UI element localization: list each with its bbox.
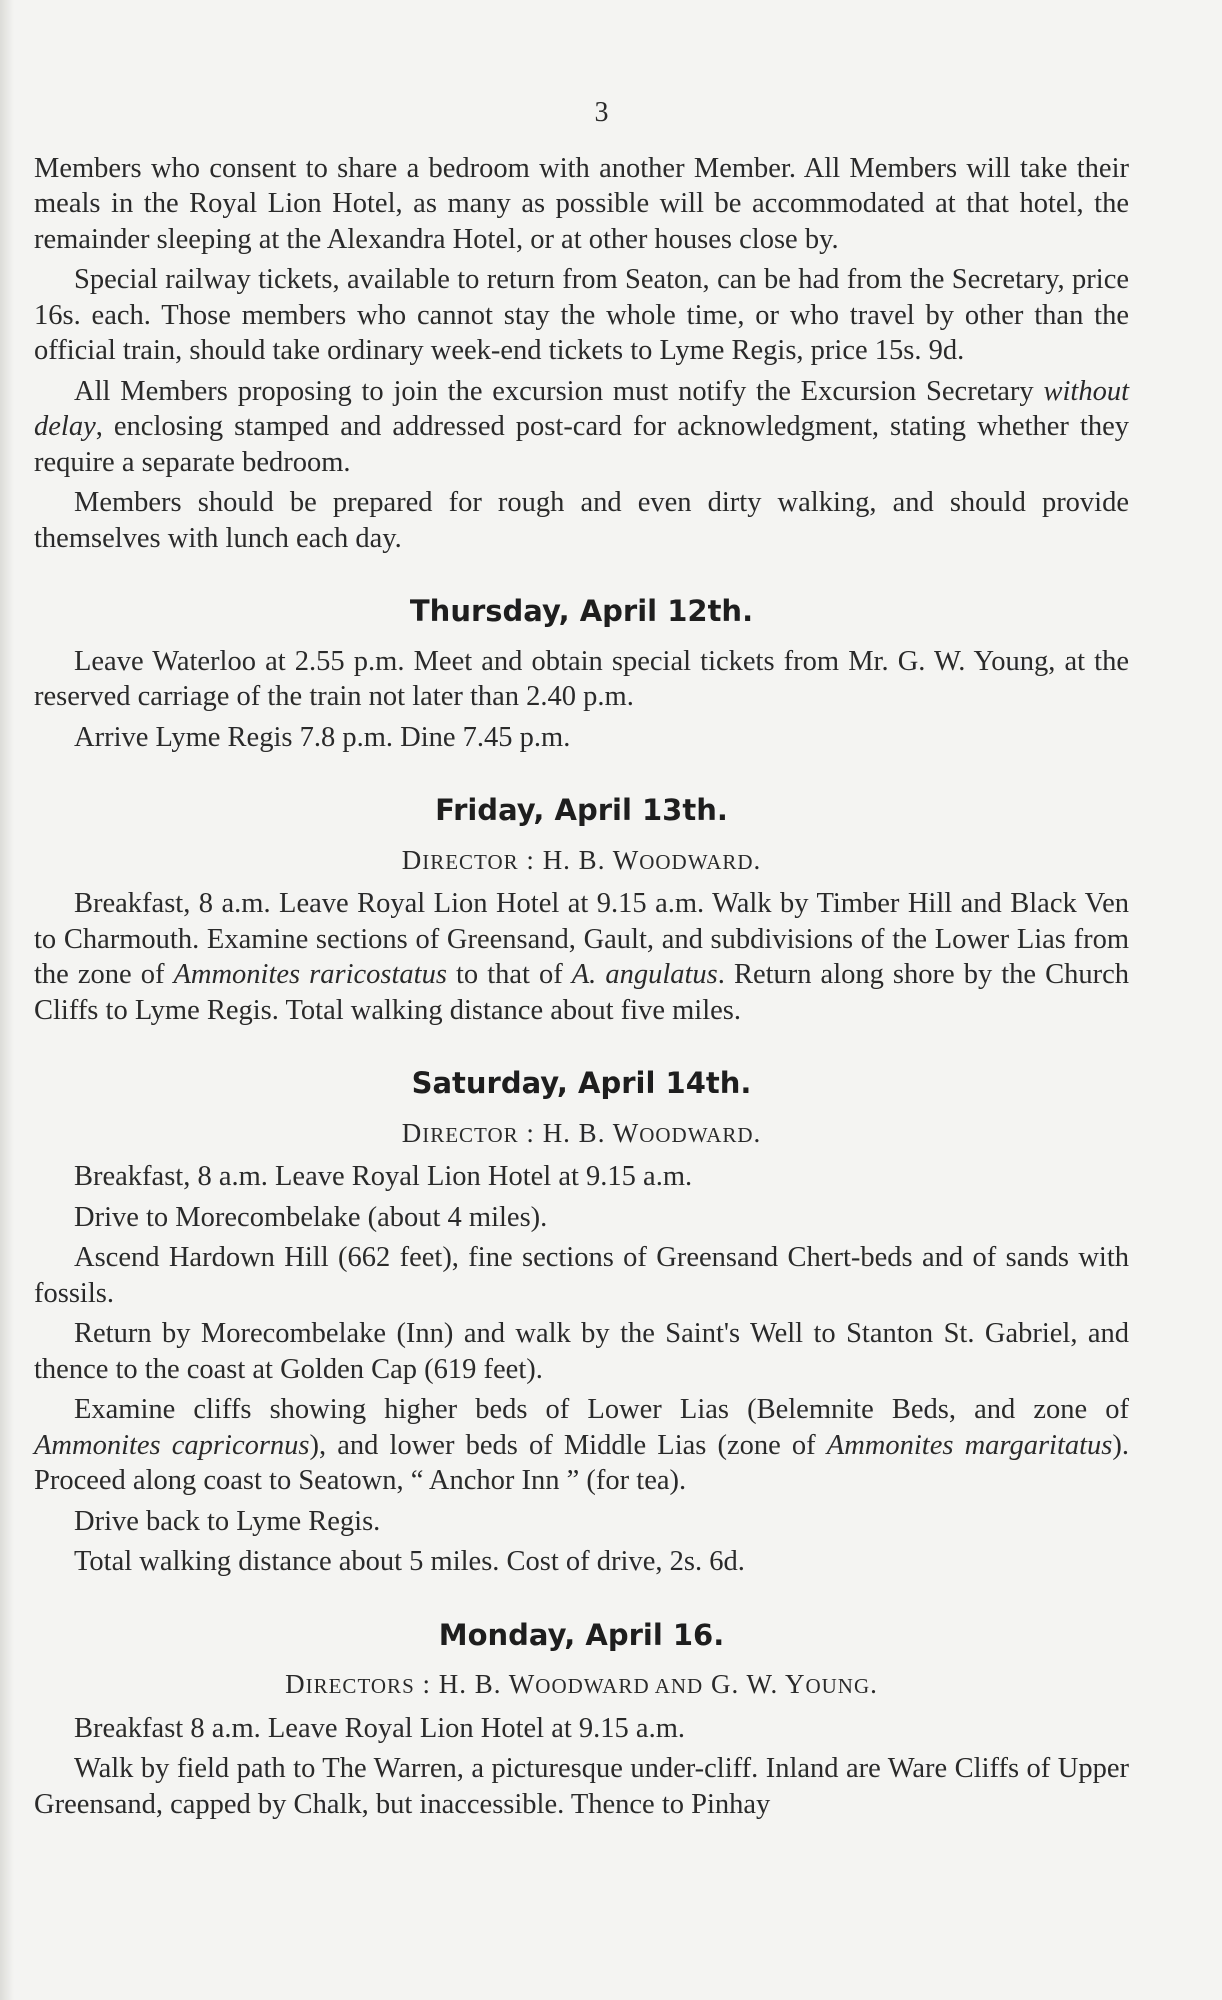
saturday-italic-2: Ammonites margaritatus [826,1429,1113,1461]
friday-italic-2: A. angulatus [571,959,718,990]
saturday-italic-1: Ammonites capricornus [34,1429,310,1461]
page-number: 3 [594,97,609,128]
saturday-paragraph-5: Examine cliffs showing higher beds of Lower Lias (Belemnite Beds, and zone of Ammonites capricornus), and lower beds of Middle Lias (zone of Ammonites margaritatus). Proceed along coast to Seatown, “ Anchor Inn ” (for tea). [34,1394,1130,1496]
saturday-paragraph-6: Drive back to Lyme Regis. [74,1505,381,1537]
intro-p3-italic: without delay [34,375,1129,442]
thursday-paragraph-1: Leave Waterloo at 2.55 p.m. Meet and obtain special tickets from Mr. G. W. Young, at the reserved carriage of the train not later than 2.40 p.m. [34,645,1129,712]
intro-paragraph-2: Special railway tickets, available to return from Seaton, can be had from the Secretary, price 16s. each. Those members who cannot stay the whole time, or who travel by other than the official train, should take ordinary week-end tickets to Lyme Regis, price 15s. 9d. [34,264,1129,366]
thursday-heading: Thursday, April 12th. [409,594,754,628]
intro-p3-start: All Members proposing to join the excursion must notify the Excursion Secretary [74,375,1044,407]
saturday-paragraph-3: Ascend Hardown Hill (662 feet), fine sections of Greensand Chert-beds and of sands with fossils. [34,1242,1129,1309]
monday-directors: DIRECTORS : H. B. WOODWARD AND G. W. YOUNG. [285,1669,878,1699]
friday-italic-1: Ammonites raricostatus [173,959,447,990]
saturday-director: DIRECTOR : H. B. WOODWARD. [401,1117,762,1148]
saturday-paragraph-4: Return by Morecombelake (Inn) and walk by the Saint's Well to Stanton St. Gabriel, and thence to the coast at Golden Cap (619 feet). [34,1318,1129,1385]
monday-paragraph-1: Breakfast 8 a.m. Leave Royal Lion Hotel at 9.15 a.m. [74,1712,685,1744]
intro-paragraph-4: Members should be prepared for rough and even dirty walking, and should provide themselves with lunch each day. [34,487,1129,554]
saturday-paragraph-7: Total walking distance about 5 miles. Cost of drive, 2s. 6d. [74,1546,745,1577]
saturday-paragraph-1: Breakfast, 8 a.m. Leave Royal Lion Hotel at 9.15 a.m. [74,1161,693,1192]
monday-paragraph-2: Walk by field path to The Warren, a picturesque under-cliff. Inland are Ware Cliffs of Upper Greensand, capped by Chalk, but inaccessible. Thence to Pinhay [34,1753,1129,1820]
monday-heading: Monday, April 16. [438,1617,725,1652]
intro-paragraph-1: Members who consent to share a bedroom with another Member. All Members will take their meals in the Royal Lion Hotel, as many as possible will be accommodated at that hotel, the remainder sleeping at the Alexandra Hotel, or at other houses close by. [34,152,1129,255]
intro-p3-end: , enclosing stamped and addressed post-card for acknowledgment, stating whether they require a separate bedroom. [34,411,1129,478]
friday-paragraph-1: Breakfast, 8 a.m. Leave Royal Lion Hotel at 9.15 a.m. Walk by Timber Hill and Black Ven to Charmouth. Examine sections of Greensand, Gault, and subdivisions of the Lower Lias from the zone of Ammonites raricostatus to that of A. angulatus. Return along shore by the Church Cliffs to Lyme Regis. Total walking distance about five miles. [34,888,1129,1026]
saturday-heading: Saturday, April 14th. [411,1066,752,1100]
friday-director: DIRECTOR : H. B. WOODWARD. [401,844,762,875]
intro-paragraph-3 [34,374,1129,481]
friday-heading: Friday, April 13th. [435,793,728,827]
thursday-paragraph-2: Arrive Lyme Regis 7.8 p.m. Dine 7.45 p.m. [74,721,571,753]
saturday-paragraph-2: Drive to Morecombelake (about 4 miles). [74,1201,548,1233]
page-edge [0,0,14,2000]
document-page [34,95,1129,1827]
